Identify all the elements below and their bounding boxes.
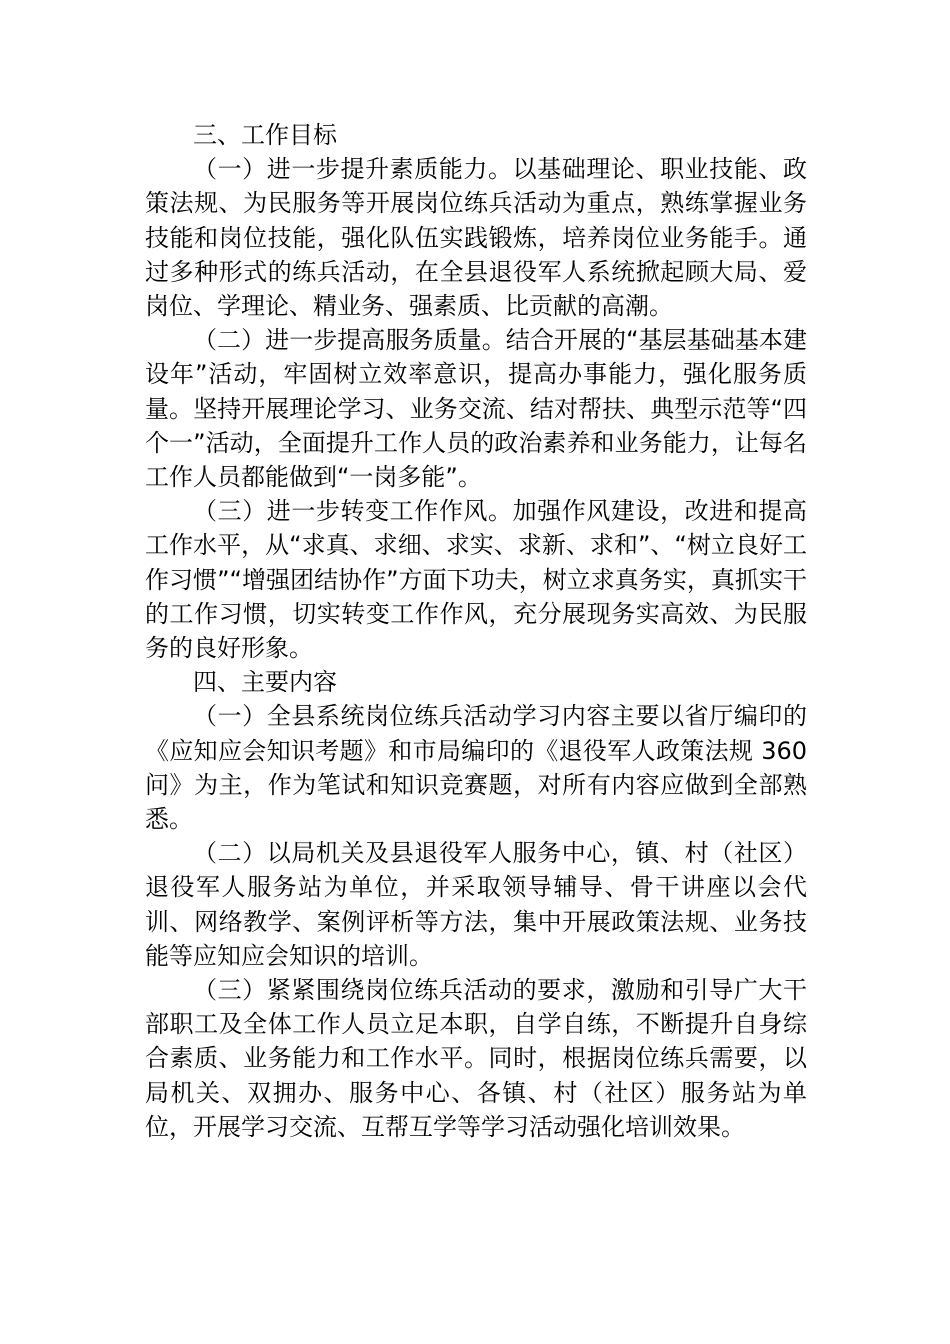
paragraph-content-1: （一）全县系统岗位练兵活动学习内容主要以省厅编印的《应知应会知识考题》和市局编印的《退役军人政策法规 360 问》为主，作为笔试和知识竞赛题，对所有内容应做到全部熟悉。 bbox=[145, 702, 807, 834]
section-heading-main-content: 四、主要内容 bbox=[193, 668, 337, 697]
document-body bbox=[145, 118, 807, 1144]
paragraph-goal-2: （二）进一步提高服务质量。结合开展的“基层基础基本建设年”活动，牢固树立效率意识，提高办事能力，强化服务质量。坚持开展理论学习、业务交流、结对帮扶、典型示范等“四个一”活动，全面提升工作人员的政治素养和业务能力，让每名工作人员都能做到“一岗多能”。 bbox=[145, 326, 807, 492]
paragraph-goal-3: （三）进一步转变工作作风。加强作风建设，改进和提高工作水平，从“求真、求细、求实、求新、求和”、“树立良好工作习惯”“增强团结协作”方面下功夫，树立求真务实，真抓实干的工作习惯，切实转变工作作风，充分展现务实高效、为民服务的良好形象。 bbox=[145, 497, 807, 663]
paragraph-content-2: （二）以局机关及县退役军人服务中心，镇、村（社区）退役军人服务站为单位，并采取领导辅导、骨干讲座以会代训、网络教学、案例评析等方法，集中开展政策法规、业务技能等应知应会知识的培训。 bbox=[145, 839, 807, 970]
section-heading-work-goals: 三、工作目标 bbox=[193, 121, 337, 149]
paragraph-goal-1: （一）进一步提升素质能力。以基础理论、职业技能、政策法规、为民服务等开展岗位练兵活动为重点，熟练掌握业务技能和岗位技能，强化队伍实践锻炼，培养岗位业务能手。通过多种形式的练兵活动，在全县退役军人系统掀起顾大局、爱岗位、学理论、精业务、强素质、比贡献的高潮。 bbox=[145, 155, 807, 321]
paragraph-content-3: （三）紧紧围绕岗位练兵活动的要求，激励和引导广大干部职工及全体工作人员立足本职，自学自练，不断提升自身综合素质、业务能力和工作水平。同时，根据岗位练兵需要，以局机关、双拥办、服务中心、各镇、村（社区）服务站为单位，开展学习交流、互帮互学等学习活动强化培训效果。 bbox=[145, 976, 807, 1141]
